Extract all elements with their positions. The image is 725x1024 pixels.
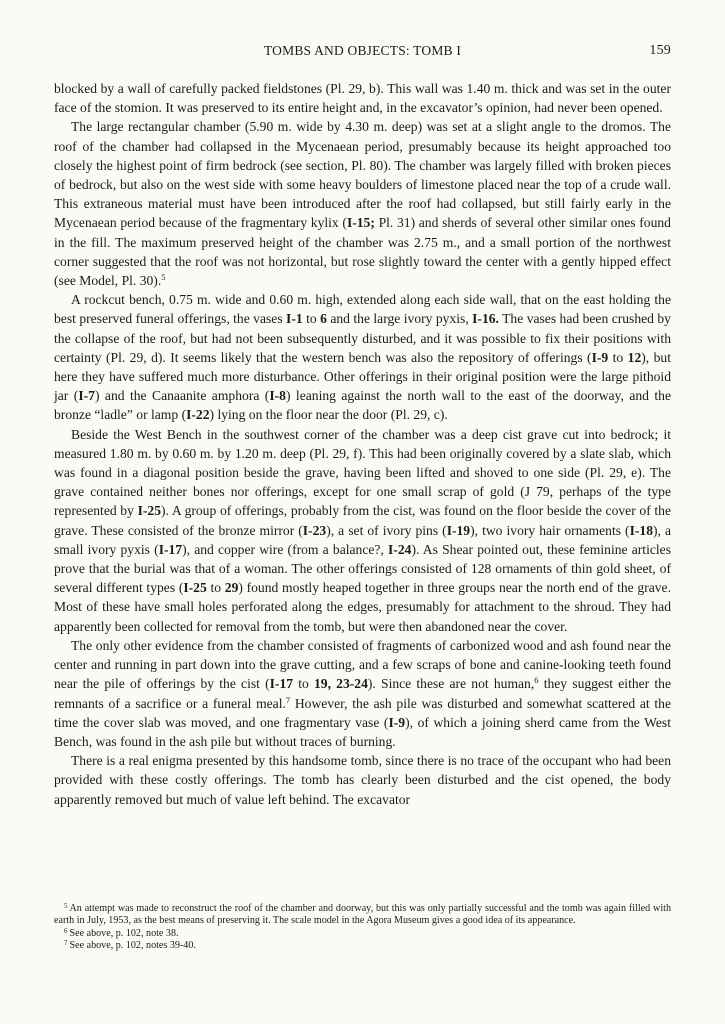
footnote [54,903,671,928]
object-reference: I-23 [302,522,327,538]
text-run: to [293,676,314,692]
object-reference: I-22 [186,407,210,423]
text-run: A rockcut bench, 0.75 m. wide and 0.60 m. high, extended along each side wall, that on the east holding the best preserved funeral offerings, the vases [54,292,671,327]
object-reference: I-7 [78,388,95,404]
object-reference: I-9 [591,349,609,365]
footnotes [54,903,671,953]
footnote-text: See above, p. 102, notes 39-40. [69,940,196,952]
footnote [54,940,671,952]
text-run: ), and copper wire (from a balance?, [182,541,389,557]
paragraph [54,425,671,636]
text-run: ) lying on the floor near the door (Pl. 29, c). [209,407,448,423]
paragraph [54,751,671,809]
text-run: ), of which a joining sherd came from the West Bench, was found in the ash pile but without traces of burning. [54,714,672,749]
object-reference: I-18 [629,522,653,538]
object-reference: 12 [627,349,642,365]
text-run: ) leaning against the north wall to the east of the doorway, and the bronze “ladle” or lamp ( [54,388,672,423]
text-run: ) found mostly heaped together in three groups near the north end of the grave. Most of these have small holes perforated along the edges, presumably for attachment to the shroud. They had apparently been collected for removal from the tomb, but were then abandoned near the cover. [54,580,671,634]
text-run: ), two ivory hair ornaments ( [470,522,630,538]
footnote-mark: 5 [64,902,68,910]
text-run: to [206,580,225,596]
text-run: they suggest either the remnants of a sacrifice or a funeral meal. [54,676,671,711]
paragraph [54,117,671,290]
object-reference: I-1 [286,311,303,327]
footnote-mark: 7 [64,939,68,948]
object-reference: I-16. [472,311,499,327]
text-run: ). Since these are not human, [367,676,535,692]
object-reference: 29 [224,580,239,596]
object-reference: I-25 [183,580,207,596]
object-reference: I-25 [137,503,161,519]
object-reference: I-9 [388,714,406,730]
text-run: However, the ash pile was disturbed and somewhat scattered at the time the cover slab was moved, and one fragmentary vase ( [54,695,671,730]
paragraph [54,79,671,117]
object-reference: 19, 23-24 [314,676,368,692]
text-run: and the large ivory pyxis, [326,311,473,327]
footnote [54,928,671,940]
text-run: The large rectangular chamber (5.90 m. wide by 4.30 m. deep) was set at a slight angle to the dromos. The roof of the chamber had collapsed in the Mycenaean period, presumably because its height approached too closely the highest point of firm bedrock (see section, Pl. 80). The chamber was largely filled with broken pieces of bedrock, but also on the west side with some heavy boulders of limestone placed near the top of a crude wall. This extraneous material must have been introduced after the roof had collapsed, but still fairly early in the Mycenaean period because of the fragmentary kylix ( [54,119,671,231]
object-reference: I-24 [388,541,412,557]
footnote-reference: 5 [161,272,166,283]
footnote-mark: 6 [64,926,68,935]
object-reference: I-19 [446,522,471,538]
footnote-reference: 7 [285,694,291,705]
page-number: 159 [649,43,671,58]
text-run: ), but here they have suffered much more disturbance. Other offerings in their original position were the large pithoid jar ( [54,349,671,404]
text-run: ). A group of offerings, probably from the cist, was found on the floor beside the cover of the grave. These consisted of the bronze mirror ( [54,503,671,538]
text-run: blocked by a wall of carefully packed fieldstones (Pl. 29, b). This wall was 1.40 m. thick and was set in the outer face of the stomion. It was preserved to its entire height and, in the excavator’s opinion, had never been opened. [54,81,671,116]
text-run: Beside the West Bench in the southwest corner of the chamber was a deep cist grave cut into bedrock; it measured 1.80 m. by 0.60 m. by 1.20 m. deep (Pl. 29, f). This had been originally covered by a slate slab, which was found in a diagonal position beside the grave, having been lifted and shoved to one side (Pl. 29, e). The grave contained neither bones nor offerings, except for one small scrap of gold (J 79, perhaps of the type represented by [54,426,671,519]
text-run: Pl. 31) and sherds of several other similar ones found in the fill. The maximum preserved height of the chamber was 2.75 m., and a small portion of the northwest corner suggested that the roof was not horizontal, but rose slightly toward the center with a gently hipped effect (see Model, Pl. 30). [54,215,671,289]
text-run: ), a set of ivory pins ( [326,522,447,538]
text-run: ) and the Canaanite amphora ( [94,388,270,404]
body-text [54,79,671,809]
running-title: TOMBS AND OBJECTS: TOMB I [263,43,462,58]
footnote-text: See above, p. 102, note 38. [69,927,179,939]
page-header [54,43,671,63]
object-reference: I-17 [158,541,183,557]
text-run: The only other evidence from the chamber consisted of fragments of carbonized wood and ash found near the center and running in part down into the grave cutting, and a few scraps of bone and canine-looking teeth found near the pile of offerings by the cist ( [54,637,671,692]
text-run: to [608,349,628,365]
object-reference: I-8 [269,388,286,404]
footnote-reference: 6 [534,675,539,686]
text-run: The vases had been crushed by the collapse of the roof, but had not been subsequently disturbed, and it was possible to fix their positions with certainty (Pl. 29, d). It seems likely that the western bench was also the repository of offerings ( [54,311,671,365]
paragraph [54,636,671,751]
text-run: ). As Shear pointed out, these feminine articles prove that the burial was that of a woman. The other offerings consisted of 128 ornaments of thin gold sheet, of several different types ( [54,541,671,596]
footnote-text: An attempt was made to reconstruct the roof of the chamber and doorway, but this was only partially successful and the tomb was again filled with earth in July, 1953, as the best means of preserving it. The scale model in the Agora Museum gives a good idea of its appearance. [54,903,671,927]
text-run: ), a small ivory pyxis ( [54,522,671,557]
object-reference: I-17 [269,676,294,692]
text-run: There is a real enigma presented by this handsome tomb, since there is no trace of the occupant who had been provided with these costly offerings. The tomb has clearly been disturbed and the cist opened, the body apparently removed but much of value left behind. The excavator [54,753,671,807]
object-reference: I-15; [346,215,375,231]
object-reference: 6 [320,311,327,327]
text-run: to [302,311,321,327]
paragraph [54,290,671,424]
